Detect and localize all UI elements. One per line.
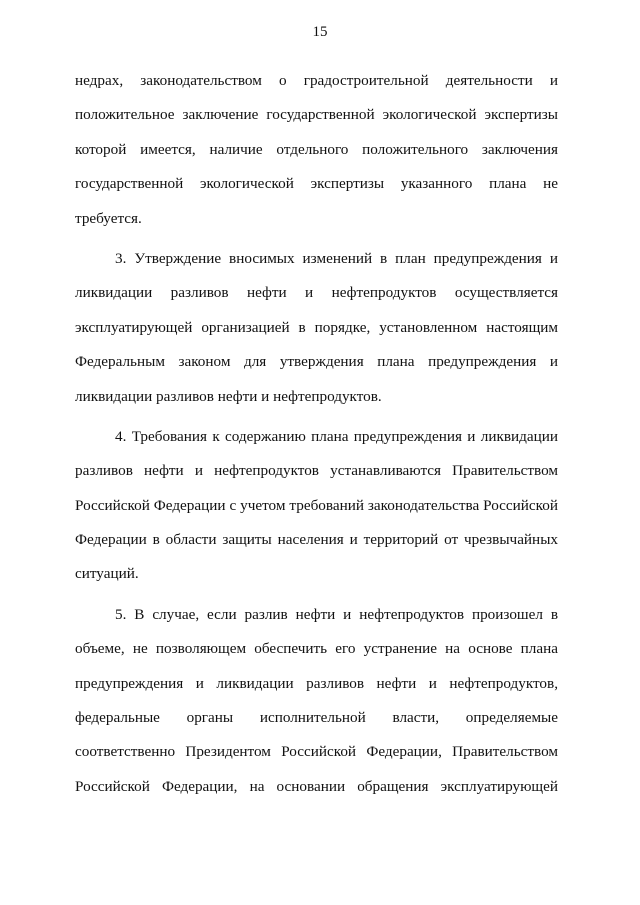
text-line: Федерации в области защиты населения и территорий от чрезвычайных bbox=[75, 531, 558, 549]
text-line: государственной экологической экспертизы указанного плана не bbox=[75, 175, 558, 193]
text-line: соответственно Президентом Российской Федерации, Правительством bbox=[75, 743, 558, 761]
text-line: 4. Требования к содержанию плана предупреждения и ликвидации bbox=[115, 427, 558, 445]
text-line: Федеральным законом для утверждения плана предупреждения и bbox=[75, 353, 558, 371]
text-line: недрах, законодательством о градостроительной деятельности и bbox=[75, 72, 558, 89]
text-line: ликвидации разливов нефти и нефтепродуктов осуществляется bbox=[75, 284, 558, 302]
page-number: 15 bbox=[312, 24, 328, 40]
paragraph-continuation bbox=[75, 64, 558, 236]
text-line: ликвидации разливов нефти и нефтепродуктов. bbox=[75, 387, 382, 405]
paragraph-item-4 bbox=[75, 420, 558, 592]
text-line: Российской Федерации, на основании обращения эксплуатирующей bbox=[75, 777, 558, 795]
text-line: объеме, не позволяющем обеспечить его устранение на основе плана bbox=[75, 640, 558, 658]
text-line: эксплуатирующей организацией в порядке, установленном настоящим bbox=[75, 318, 558, 336]
text-line: 5. В случае, если разлив нефти и нефтепродуктов произошел в bbox=[115, 605, 558, 623]
text-line: 3. Утверждение вносимых изменений в план предупреждения и bbox=[115, 249, 558, 267]
text-line: которой имеется, наличие отдельного положительного заключения bbox=[75, 140, 558, 158]
text-line: положительное заключение государственной экологической экспертизы bbox=[75, 106, 558, 124]
text-line: требуется. bbox=[75, 209, 142, 227]
paragraph-item-5 bbox=[75, 598, 558, 804]
text-line: ситуаций. bbox=[75, 565, 139, 583]
document-body bbox=[75, 64, 558, 804]
text-line: предупреждения и ликвидации разливов нефти и нефтепродуктов, bbox=[75, 674, 558, 692]
text-line: разливов нефти и нефтепродуктов устанавливаются Правительством bbox=[75, 462, 558, 480]
paragraph-item-3 bbox=[75, 242, 558, 414]
text-line: Российской Федерации с учетом требований законодательства Российской bbox=[75, 496, 558, 514]
text-line: федеральные органы исполнительной власти, определяемые bbox=[75, 709, 558, 727]
